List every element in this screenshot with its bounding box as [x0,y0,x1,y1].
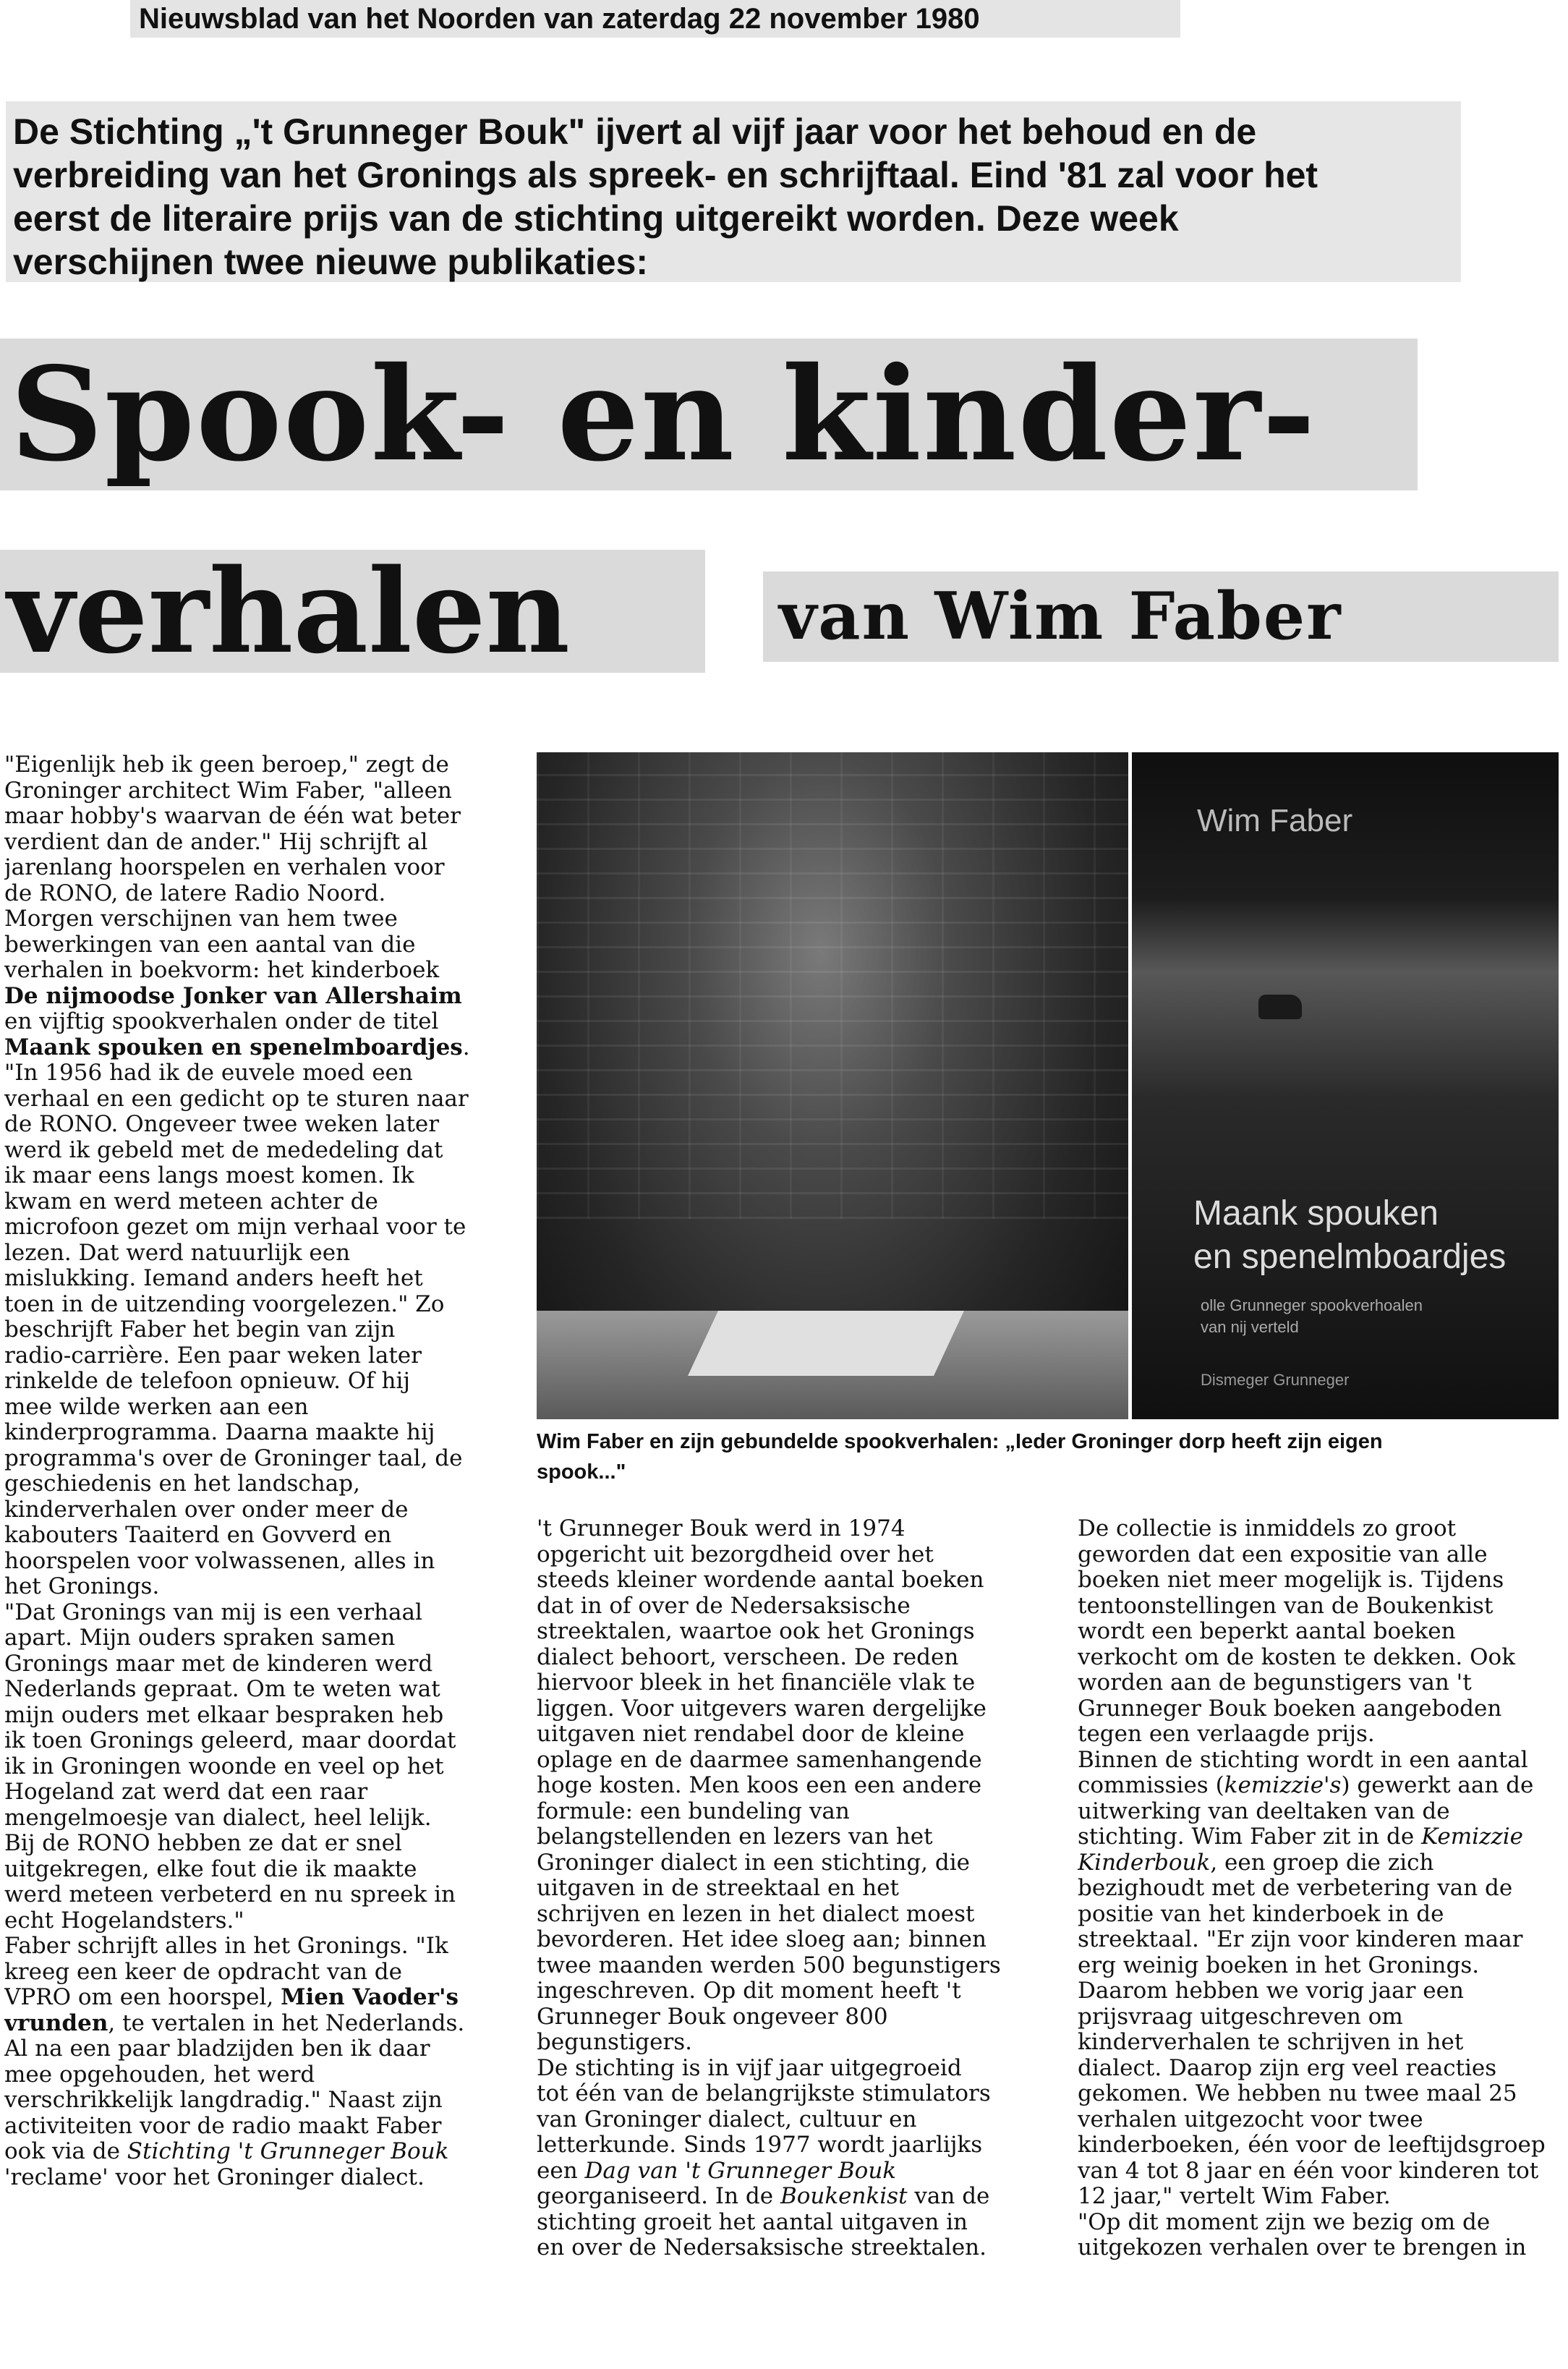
column-1-text: 'reclame' voor het Groninger dialect. [4,2164,425,2190]
column-3-text: ) gewerkt aan de uitwerking van deeltaken van de stichting. Wim Faber zit in de [1078,1772,1534,1850]
intro-line: verbreiding van het Gronings als spreek- en schrijftaal. Eind '81 zal voor het [13,155,1318,195]
byline: van Wim Faber [763,571,1559,662]
manuscript-paper [688,1311,964,1376]
book-title-maank: Maank spouken en spenelmboardjes [4,1034,463,1060]
hoorspel-title: Mien Vaoder's vrunden [4,1984,459,2036]
intro-paragraph [6,101,1461,282]
intro-line: eerst de literaire prijs van de stichting uitgereikt worden. Deze week [13,198,1179,239]
photo-caption: Wim Faber en zijn gebundelde spookverhalen: „Ieder Groninger dorp heeft zijn eigen spook..." [537,1430,1383,1484]
intro-line: verschijnen twee nieuwe publikaties: [13,242,649,282]
book-title-line-2: en spenelmboardjes [1193,1238,1507,1276]
column-3-text: , een groep die zich bezighoudt met de verbetering van de positie van het kinderboek in de streektaal. "Er zijn voor kinderen maar erg weinig boeken in het Gronings. Daarom hebben we vorig jaar een prijsvraag uitgeschreven om kinderverhalen te schrijven in het dialect. Daarop zijn erg veel reacties gekomen. We hebben nu twee maal 25 verhalen uitgezocht voor twee kinderboeken, één voor de leeftijdsgroep van 4 tot 8 jaar en één voor kinderen tot 12 jaar," vertelt Wim Faber. "Op dit moment zijn we bezig om de uitgekozen verhalen over te brengen in [1078,1849,1546,2260]
book-author: Wim Faber [1197,803,1353,838]
book-title-line-1: Maank spouken [1193,1194,1439,1233]
column-1-text: . "In 1956 had ik de euvele moed een verhaal en een gedicht op te sturen naar de RONO. Ongeveer twee weken later werd ik gebeld met de mededeling dat ik maar eens langs moest komen. Ik kwam en werd meteen achter de microfoon gezet om mijn verhaal voor te lezen. Dat werd natuurlijk een mislukking. Iemand anders heeft het toen in de uitzending voorgelezen." Zo beschrijft Faber het begin van zijn radio-carrière. Een paar weken later rinkelde de telefoon opnieuw. Of hij mee wilde werken aan een kinderprogramma. Daarna maakte hij programma's over de Groninger taal, de geschiedenis en het landschap, kinderverhalen over onder meer de kabouters Taaiterd en Govverd en hoorspelen voor volwassenen, alles in het Gronings. "Dat Gronings van mij is een verhaal apart. Mijn ouders spraken samen Gronings maar met de kinderen werd Nederlands gepraat. Om te weten wat mijn ouders met elkaar bespraken heb ik toen Gronings geleerd, maar doordat ik in Groningen woonde en veel op het Hogeland zat werd dat een raar mengelmoesje van dialect, heel lelijk. Bij de RONO hebben ze dat er snel uitgekregen, elke fout die ik maakte werd meteen verbeterd en nu spreek in echt Hogelandsters." Faber schrijft alles in het Gronings. "Ik kreeg een keer de opdracht van de VPRO om een hoorspel, [4,1034,470,2010]
article-column-2 [537,1516,1028,2362]
cow-silhouette [1258,995,1302,1019]
book-cover [1132,752,1559,1419]
kemizzie-name: Kemizzie Kinderbouk [1078,1824,1523,1876]
column-2-text: georganiseerd. In de [537,2183,774,2209]
author-photo [537,752,1128,1419]
stichting-name: Stichting 't Grunneger Bouk [127,2138,449,2164]
column-1-text: en vijftig spookverhalen onder de titel [4,1008,439,1034]
book-subtitle-line-2: van nij verteld [1201,1318,1299,1336]
headline-line-2: verhalen [0,550,705,673]
article-column-3 [1078,1516,1566,2362]
column-1-text: "Eigenlijk heb ik geen beroep," zegt de Groninger architect Wim Faber, "alleen maar hobby's waarvan de één wat beter verdient dan de ander." Hij schrijft al jarenlang hoorspelen en verhalen voor de RONO, de latere Radio Noord. Morgen verschijnen van hem twee bewerkingen van een aantal van die verhalen in boekvorm: het kinderboek [4,752,461,983]
intro-line: De Stichting „'t Grunneger Bouk" ijvert al vijf jaar voor het behoud en de [13,111,1257,152]
book-subtitle-line-1: olle Grunneger spookverhoalen [1201,1296,1423,1314]
masthead: Nieuwsblad van het Noorden van zaterdag 22 november 1980 [130,0,1180,38]
brick-wall [537,752,1128,1219]
book-title-jonker: De nijmoodse Jonker van Allershaim [4,982,462,1009]
book-publisher: Dismeger Grunneger [1201,1371,1350,1389]
boukenkist-name: Boukenkist [780,2183,908,2209]
column-3-text: De collectie is inmiddels zo groot geworden dat een expositie van alle boeken niet meer mogelijk is. Tijdens tentoonstellingen van de Boukenkist wordt een beperkt aantal boeken verkocht om de kosten te dekken. Ook worden aan de begunstigers van 't Grunneger Bouk boeken aangeboden tegen een verlaagde prijs. Binnen de stichting wordt in een aantal commissies ( [1078,1516,1528,1798]
column-1-text: , te vertalen in het Nederlands. Al na een paar bladzijden ben ik daar mee opgehouden, het werd verschrikkelijk langdradig." Naast zijn activiteiten voor de radio maakt Faber ook via de [4,2009,465,2164]
headline-line-1: Spook- en kinder- [0,339,1418,490]
column-2-text: 't Grunneger Bouk werd in 1974 opgericht uit bezorgdheid over het steeds kleiner wordende aantal boeken dat in of over de Nedersaksische streektalen, waartoe ook het Gronings dialect behoort, verscheen. De reden hiervoor bleek in het financiële vlak te liggen. Voor uitgevers waren dergelijke uitgaven niet rendabel door de kleine oplage en de daarmee samenhangende hoge kosten. Men koos een een andere formule: een bundeling van belangstellenden en lezers van het Groninger dialect in een stichting, die uitgaven in de streektaal en het schrijven en lezen in het dialect moest bevorderen. Het idee sloeg aan; binnen twee maanden werden 500 begunstigers ingeschreven. Op dit moment heeft 't Grunneger Bouk ongeveer 800 begunstigers. De stichting is in vijf jaar uitgegroeid tot één van de belangrijkste stimulators van Groninger dialect, cultuur en letterkunde. Sinds 1977 wordt jaarlijks een [537,1516,1001,2184]
column-2-text: van de stichting groeit het aantal uitgaven in en over de Nedersaksische streektalen. [537,2183,990,2260]
kemizzies-term: kemizzie's [1224,1772,1342,1798]
article-column-1 [4,752,503,2360]
event-name: Dag van 't Grunneger Bouk [584,2157,897,2184]
